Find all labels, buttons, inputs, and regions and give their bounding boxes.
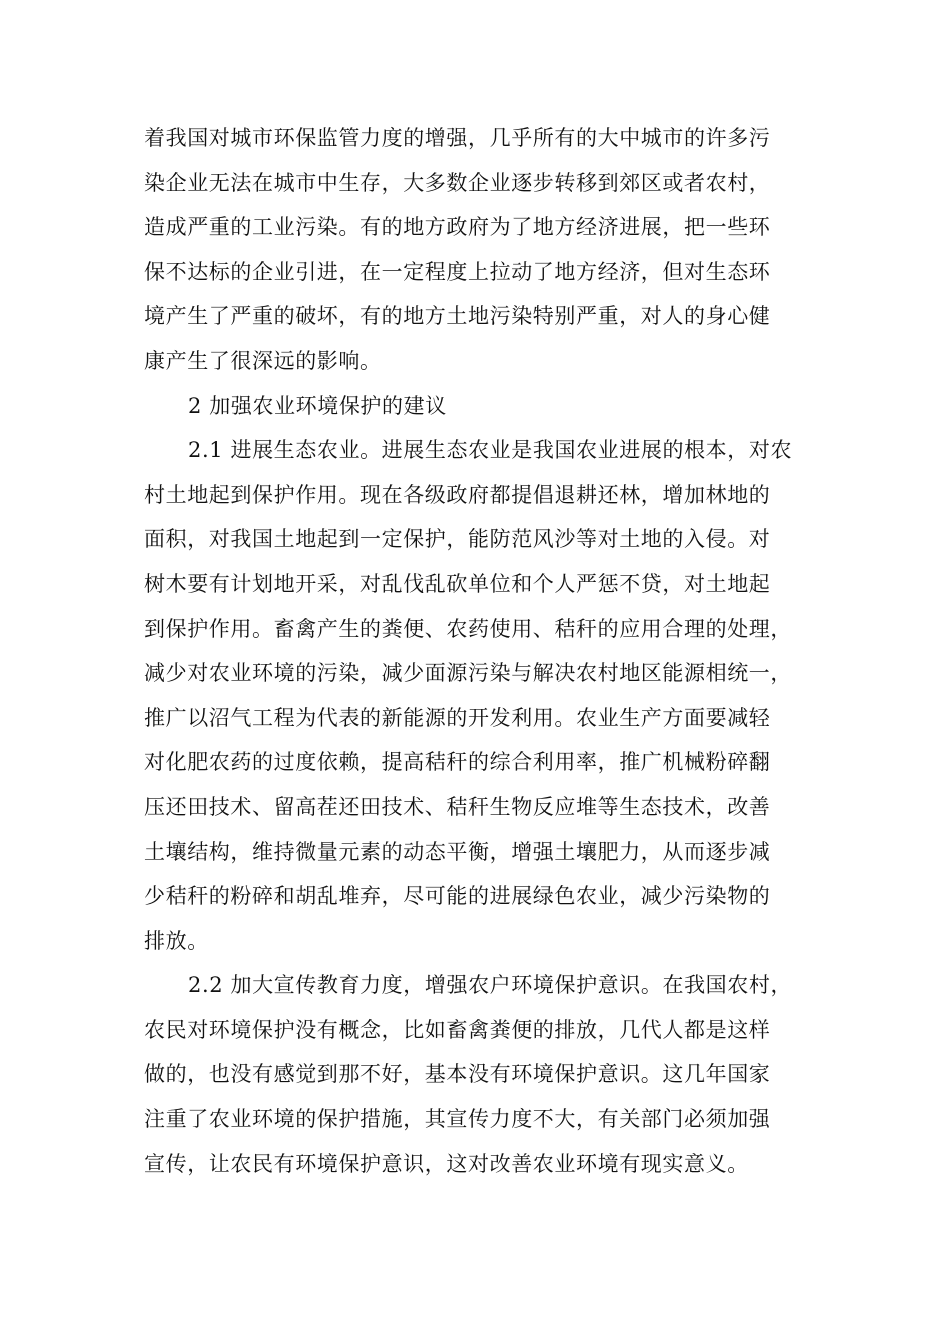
paragraph bbox=[144, 116, 820, 384]
text-line: 2 加强农业环境保护的建议 bbox=[188, 393, 447, 418]
text-line: 面积，对我国土地起到一定保护，能防范风沙等对土地的入侵。对 bbox=[144, 527, 771, 552]
paragraph bbox=[144, 384, 820, 429]
text-line: 土壤结构，维持微量元素的动态平衡，增强土壤肥力，从而逐步减 bbox=[144, 839, 771, 864]
text-line: 2.2 加大宣传教育力度，增强农户环境保护意识。在我国农村， bbox=[188, 973, 793, 998]
text-line: 村土地起到保护作用。现在各级政府都提倡退耕还林，增加林地的 bbox=[144, 482, 771, 507]
text-line: 造成严重的工业污染。有的地方政府为了地方经济进展，把一些环 bbox=[144, 215, 771, 240]
text-line: 压还田技术、留高茬还田技术、秸秆生物反应堆等生态技术，改善 bbox=[144, 794, 771, 819]
text-line: 推广以沼气工程为代表的新能源的开发利用。农业生产方面要减轻 bbox=[144, 705, 771, 730]
text-line: 对化肥农药的过度依赖，提高秸秆的综合利用率，推广机械粉碎翻 bbox=[144, 750, 771, 775]
text-line: 2.1 进展生态农业。进展生态农业是我国农业进展的根本，对农 bbox=[188, 438, 793, 463]
text-line: 染企业无法在城市中生存，大多数企业逐步转移到郊区或者农村， bbox=[144, 170, 771, 195]
text-line: 农民对环境保护没有概念，比如畜禽粪便的排放，几代人都是这样 bbox=[144, 1017, 771, 1042]
text-line: 境产生了严重的破坏，有的地方土地污染特别严重，对人的身心健 bbox=[144, 304, 771, 329]
text-line: 少秸秆的粉碎和胡乱堆弃，尽可能的进展绿色农业，减少污染物的 bbox=[144, 884, 771, 909]
text-line: 康产生了很深远的影响。 bbox=[144, 348, 382, 373]
text-line: 宣传，让农民有环境保护意识，这对改善农业环境有现实意义。 bbox=[144, 1151, 749, 1176]
text-line: 保不达标的企业引进，在一定程度上拉动了地方经济，但对生态环 bbox=[144, 259, 771, 284]
document-body bbox=[144, 116, 820, 1186]
text-line: 排放。 bbox=[144, 928, 209, 953]
text-line: 树木要有计划地开采，对乱伐乱砍单位和个人严惩不贷，对土地起 bbox=[144, 571, 771, 596]
paragraph bbox=[144, 428, 820, 963]
text-line: 减少对农业环境的污染，减少面源污染与解决农村地区能源相统一， bbox=[144, 661, 792, 686]
text-line: 注重了农业环境的保护措施，其宣传力度不大，有关部门必须加强 bbox=[144, 1107, 771, 1132]
text-line: 到保护作用。畜禽产生的粪便、农药使用、秸秆的应用合理的处理， bbox=[144, 616, 792, 641]
paragraph bbox=[144, 963, 820, 1186]
text-line: 着我国对城市环保监管力度的增强，几乎所有的大中城市的许多污 bbox=[144, 126, 771, 150]
text-line: 做的，也没有感觉到那不好，基本没有环境保护意识。这几年国家 bbox=[144, 1062, 771, 1087]
